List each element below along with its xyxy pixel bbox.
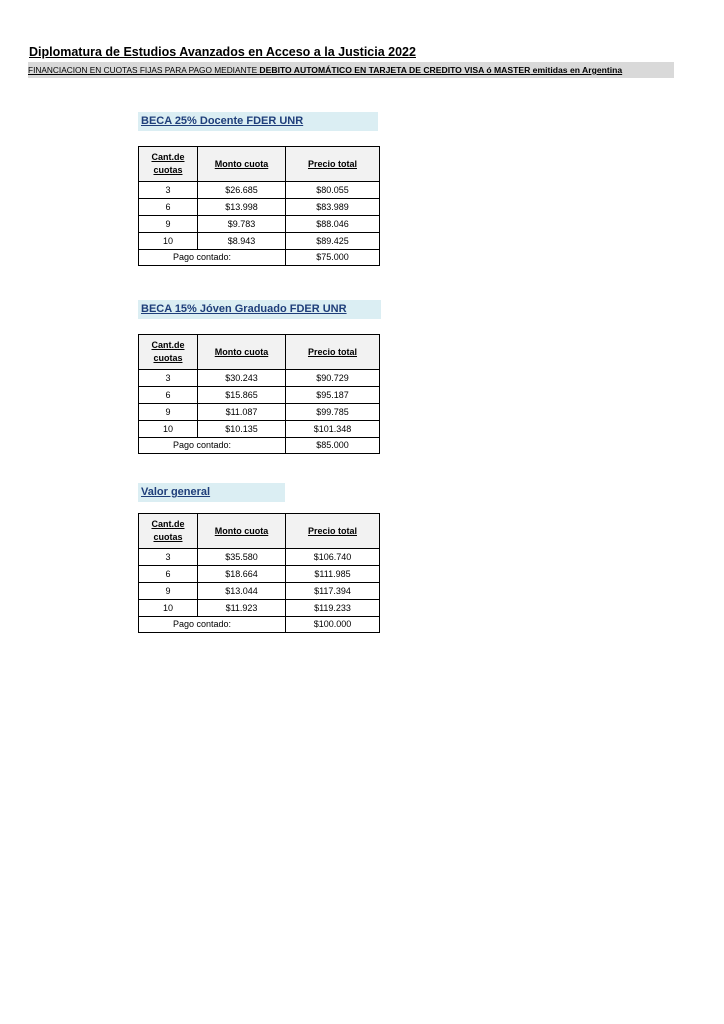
- cell-cuotas: 10: [139, 600, 198, 617]
- cell-precio: $90.729: [286, 370, 380, 387]
- cell-cuotas: 3: [139, 549, 198, 566]
- contado-value: $100.000: [286, 617, 380, 633]
- cell-precio: $117.394: [286, 583, 380, 600]
- cell-cuotas: 9: [139, 404, 198, 421]
- table-row: [139, 404, 380, 421]
- contado-label: Pago contado:: [139, 617, 286, 633]
- cell-monto: $35.580: [198, 549, 286, 566]
- table-row: [139, 583, 380, 600]
- header-monto: Monto cuota: [198, 147, 286, 182]
- cell-precio: $106.740: [286, 549, 380, 566]
- table-row: [139, 549, 380, 566]
- cell-cuotas: 9: [139, 583, 198, 600]
- table-row: [139, 387, 380, 404]
- financing-table-beca-15: [138, 334, 380, 454]
- table-row: [139, 421, 380, 438]
- cell-precio: $95.187: [286, 387, 380, 404]
- header-cuotas: Cant.de cuotas: [139, 514, 198, 549]
- cell-cuotas: 6: [139, 387, 198, 404]
- cell-precio: $88.046: [286, 216, 380, 233]
- contado-row: [139, 617, 380, 633]
- section-label-beca-15: BECA 15% Jóven Graduado FDER UNR: [138, 300, 381, 319]
- table-header-row: [139, 335, 380, 370]
- contado-value: $75.000: [286, 250, 380, 266]
- cell-cuotas: 10: [139, 233, 198, 250]
- cell-monto: $30.243: [198, 370, 286, 387]
- cell-cuotas: 6: [139, 199, 198, 216]
- cell-monto: $15.865: [198, 387, 286, 404]
- cell-monto: $8.943: [198, 233, 286, 250]
- table-row: [139, 182, 380, 199]
- cell-precio: $89.425: [286, 233, 380, 250]
- contado-row: [139, 250, 380, 266]
- cell-cuotas: 6: [139, 566, 198, 583]
- table-row: [139, 199, 380, 216]
- cell-monto: $11.087: [198, 404, 286, 421]
- table-header-row: [139, 147, 380, 182]
- cell-precio: $101.348: [286, 421, 380, 438]
- header-precio: Precio total: [286, 147, 380, 182]
- cell-monto: $11.923: [198, 600, 286, 617]
- cell-precio: $111.985: [286, 566, 380, 583]
- header-precio: Precio total: [286, 335, 380, 370]
- document-title: Diplomatura de Estudios Avanzados en Acceso a la Justicia 2022: [29, 45, 416, 59]
- cell-monto: $9.783: [198, 216, 286, 233]
- cell-monto: $13.998: [198, 199, 286, 216]
- cell-cuotas: 10: [139, 421, 198, 438]
- header-monto: Monto cuota: [198, 514, 286, 549]
- cell-cuotas: 3: [139, 182, 198, 199]
- cell-monto: $18.664: [198, 566, 286, 583]
- table-row: [139, 566, 380, 583]
- contado-label: Pago contado:: [139, 250, 286, 266]
- table-header-row: [139, 514, 380, 549]
- cell-precio: $80.055: [286, 182, 380, 199]
- cell-cuotas: 3: [139, 370, 198, 387]
- section-label-beca-25: BECA 25% Docente FDER UNR: [138, 112, 378, 131]
- cell-precio: $119.233: [286, 600, 380, 617]
- section-label-valor-general: Valor general: [138, 483, 285, 502]
- subtitle-plain: FINANCIACION EN CUOTAS FIJAS PARA PAGO MEDIANTE: [28, 65, 260, 75]
- financing-subtitle: [28, 62, 674, 78]
- cell-precio: $83.989: [286, 199, 380, 216]
- financing-table-beca-25: [138, 146, 380, 266]
- financing-table-valor-general: [138, 513, 380, 633]
- header-cuotas: Cant.de cuotas: [139, 335, 198, 370]
- contado-row: [139, 438, 380, 454]
- header-monto: Monto cuota: [198, 335, 286, 370]
- cell-monto: $10.135: [198, 421, 286, 438]
- header-cuotas: Cant.de cuotas: [139, 147, 198, 182]
- contado-value: $85.000: [286, 438, 380, 454]
- table-row: [139, 600, 380, 617]
- header-precio: Precio total: [286, 514, 380, 549]
- table-row: [139, 216, 380, 233]
- table-row: [139, 233, 380, 250]
- cell-monto: $13.044: [198, 583, 286, 600]
- contado-label: Pago contado:: [139, 438, 286, 454]
- subtitle-tail: emitidas en Argentina: [530, 65, 623, 75]
- cell-precio: $99.785: [286, 404, 380, 421]
- cell-cuotas: 9: [139, 216, 198, 233]
- cell-monto: $26.685: [198, 182, 286, 199]
- table-row: [139, 370, 380, 387]
- subtitle-bold: DEBITO AUTOMÁTICO EN TARJETA DE CREDITO VISA ó MASTER: [259, 65, 531, 75]
